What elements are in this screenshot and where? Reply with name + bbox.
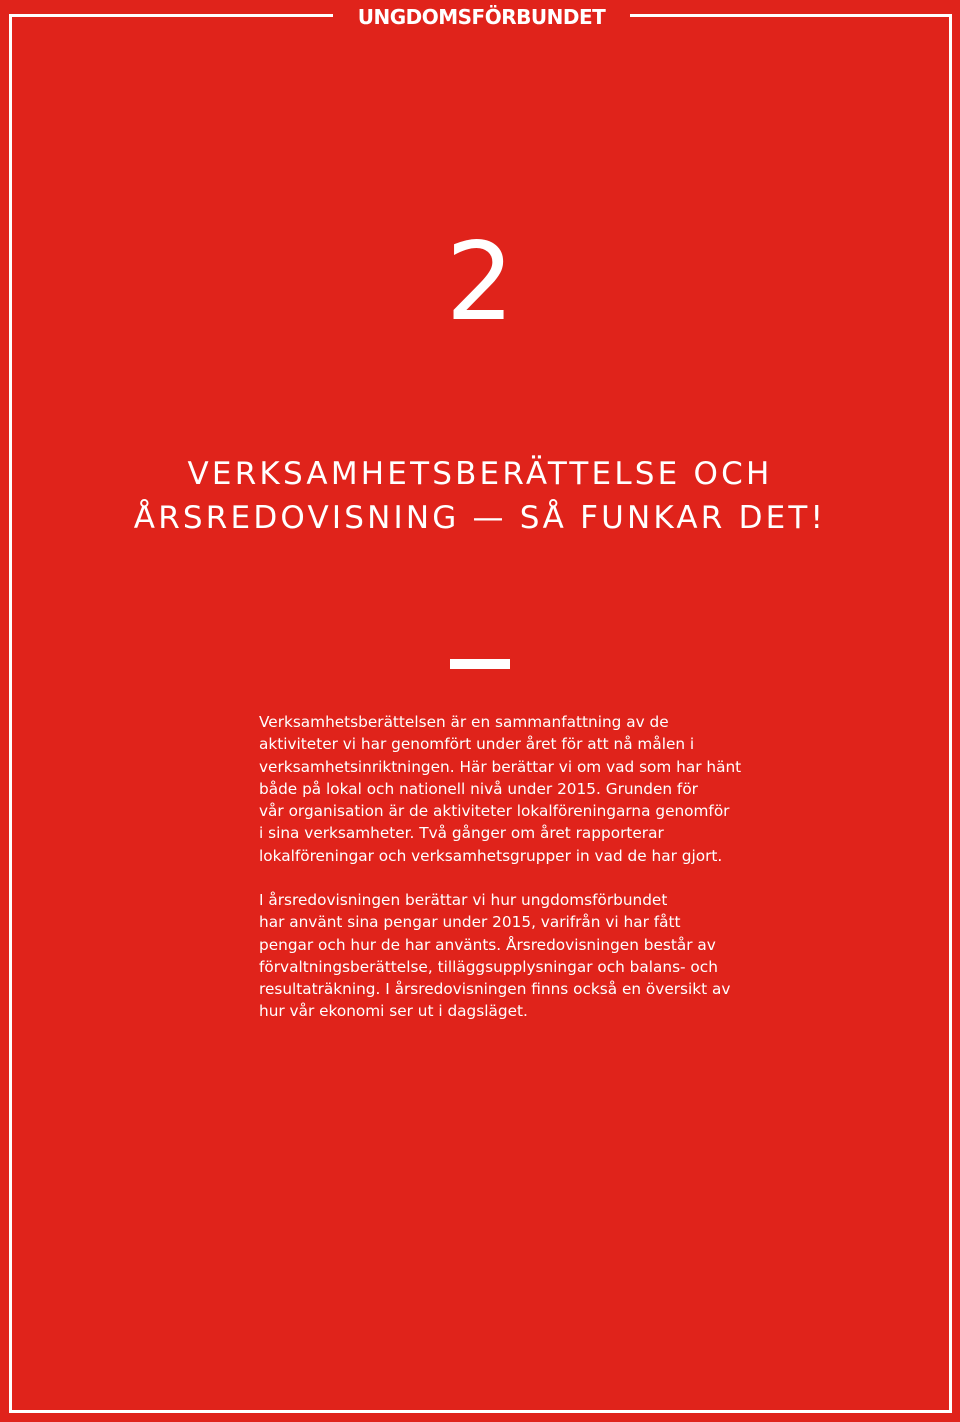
paragraph-line: både på lokal och nationell nivå under 2015. Grunden för	[259, 779, 698, 798]
intro-paragraph-verksamhetsberattelse	[259, 711, 779, 867]
frame-top-left-line	[9, 14, 333, 17]
paragraph-line: resultaträkning. I årsredovisningen finns också en översikt av	[259, 980, 731, 999]
paragraph-line: aktiviteter vi har genomfört under året för att nå målen i	[259, 735, 695, 754]
chapter-title-line: ÅRSREDOVISNING — SÅ FUNKAR DET!	[133, 500, 827, 536]
paragraph-line: pengar och hur de har använts. Årsredovisningen består av	[259, 935, 716, 954]
chapter-title-line: VERKSAMHETSBERÄTTELSE OCH	[187, 456, 773, 492]
paragraph-line: har använt sina pengar under 2015, varifrån vi har fått	[259, 913, 681, 932]
paragraph-line: Verksamhetsberättelsen är en sammanfattning av de	[259, 713, 669, 731]
intro-paragraph-arsredovisning	[259, 889, 779, 1023]
paragraph-line: lokalföreningar och verksamhetsgrupper in vad de har gjort.	[259, 846, 723, 865]
brand-wordmark: UNGDOMSFÖRBUNDET	[357, 5, 606, 29]
section-divider-dash	[450, 659, 510, 669]
frame-top-right-line	[630, 14, 952, 17]
paragraph-line: verksamhetsinriktningen. Här berättar vi om vad som har hänt	[259, 757, 742, 776]
paragraph-line: hur vår ekonomi ser ut i dagsläget.	[259, 1002, 528, 1021]
paragraph-line: I årsredovisningen berättar vi hur ungdomsförbundet	[259, 891, 668, 909]
paragraph-line: vår organisation är de aktiviteter lokalföreningarna genomför	[259, 802, 730, 821]
paragraph-line: förvaltningsberättelse, tilläggsupplysningar och balans- och	[259, 957, 718, 976]
chapter-title	[40, 452, 920, 540]
paragraph-line: i sina verksamheter. Två gånger om året rapporterar	[259, 824, 664, 843]
chapter-number: 2	[445, 220, 515, 345]
frame-bottom-line	[9, 1410, 952, 1413]
